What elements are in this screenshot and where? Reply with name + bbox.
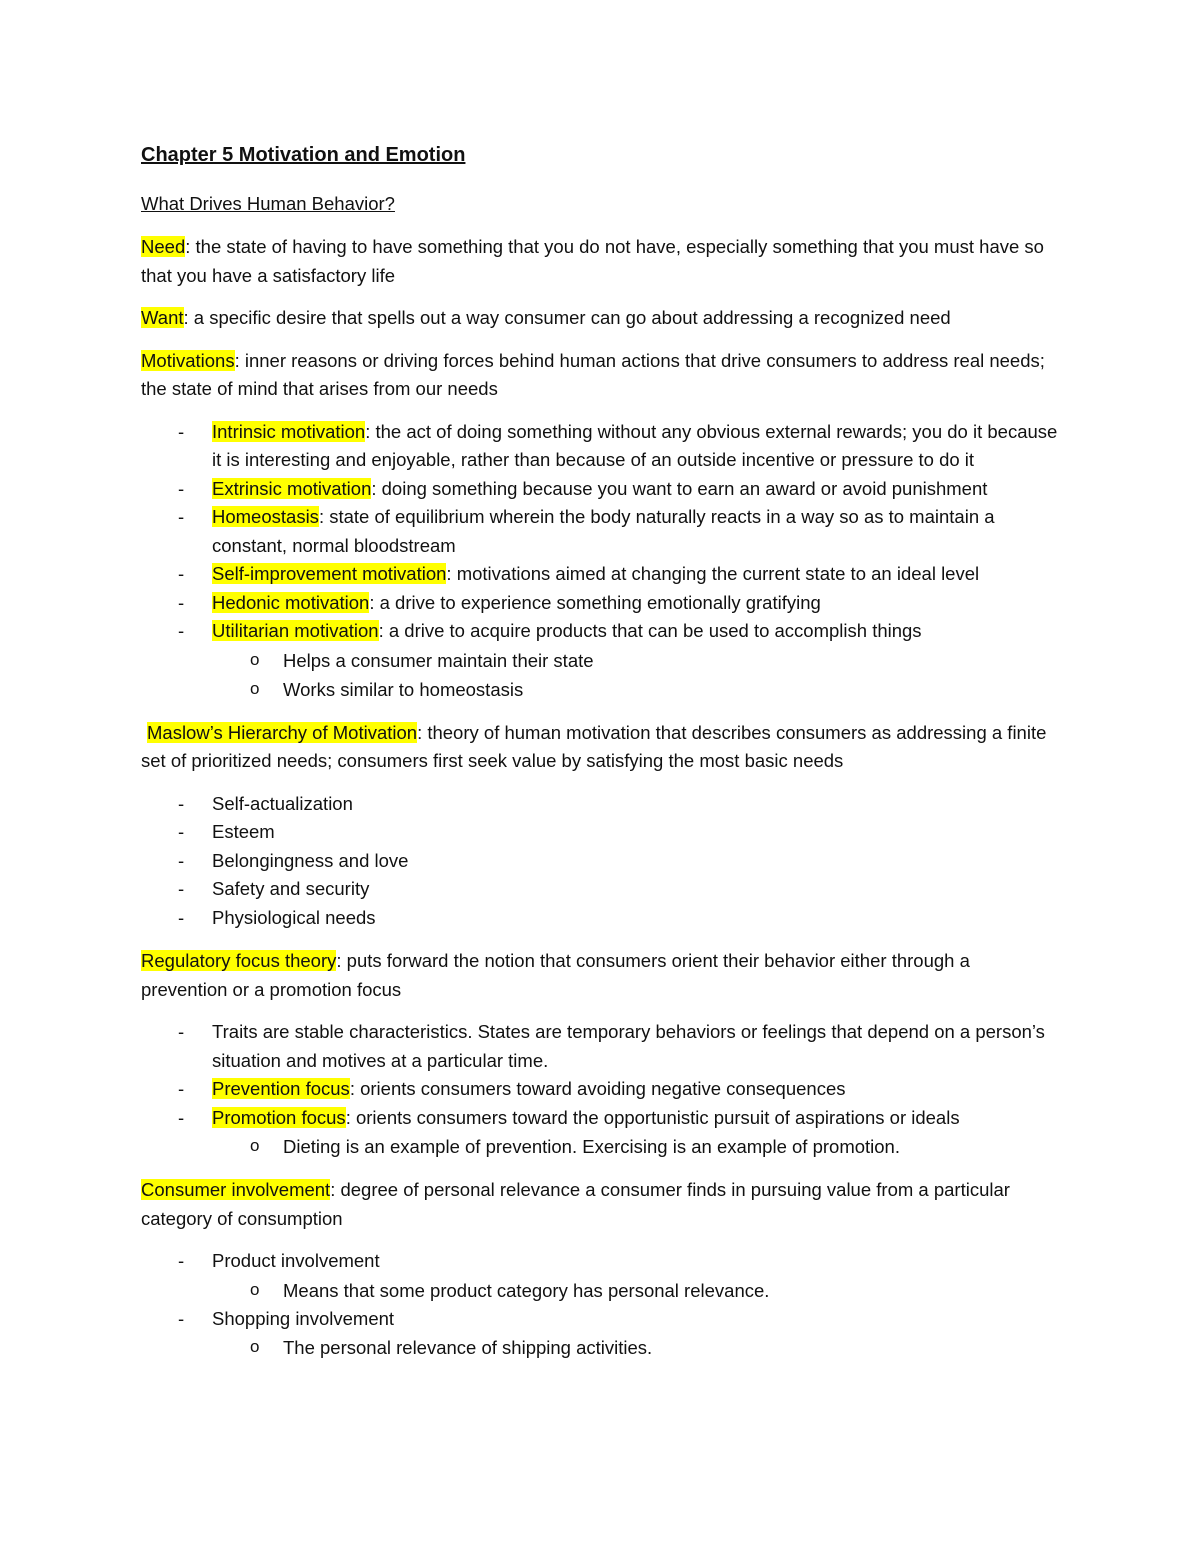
list-item: - Physiological needs	[141, 904, 1061, 933]
sub-list	[212, 646, 1061, 704]
page-title: Chapter 5 Motivation and Emotion	[141, 144, 466, 166]
list-item: - Traits are stable characteristics. States are temporary behaviors or feelings that depend on a person’s situation and motives at a particular time.	[141, 1018, 1061, 1075]
section-subtitle: What Drives Human Behavior?	[141, 193, 395, 214]
definition-text: : a drive to acquire products that can be used to accomplish things	[378, 620, 922, 641]
term-highlight: Maslow’s Hierarchy of Motivation	[147, 721, 418, 743]
list-item	[141, 589, 1061, 618]
sub-list-item: o Works similar to homeostasis	[141, 675, 1061, 704]
term-highlight: Need	[141, 236, 186, 257]
definition-regulatory-focus	[141, 947, 1061, 1004]
term-highlight: Prevention focus	[212, 1078, 350, 1099]
list-item-label: Product involvement	[212, 1250, 380, 1271]
sub-list	[212, 1276, 1061, 1305]
list-item	[141, 1104, 1061, 1162]
term-highlight: Extrinsic motivation	[212, 477, 372, 499]
term-highlight: Hedonic motivation	[212, 591, 370, 613]
document-page	[141, 140, 1061, 1377]
definition-text: : theory of human motivation that describes consumers as addressing a finite set of prioritized needs; consumers first seek value by satisfying the most basic needs	[141, 721, 1047, 771]
definition-text: : state of equilibrium wherein the body naturally reacts in a way so as to maintain a constant, normal bloodstream	[212, 506, 995, 556]
list-item	[141, 1075, 1061, 1104]
sub-list-item: o Dieting is an example of prevention. Exercising is an example of promotion.	[141, 1132, 1061, 1161]
sub-list-item: o Helps a consumer maintain their state	[141, 646, 1061, 675]
sub-list	[212, 1132, 1061, 1161]
definition-text: : motivations aimed at changing the current state to an ideal level	[446, 563, 980, 584]
list-item	[141, 475, 1061, 504]
list-item	[141, 1305, 1061, 1363]
involvement-list	[141, 1247, 1061, 1362]
sub-list-item: o Means that some product category has personal relevance.	[141, 1276, 1061, 1305]
definition-want	[141, 304, 1061, 333]
definition-motivations	[141, 347, 1061, 404]
term-highlight: Consumer involvement	[141, 1179, 331, 1200]
definition-text: : orients consumers toward avoiding negative consequences	[349, 1078, 846, 1099]
list-item	[141, 560, 1061, 589]
definition-consumer-involvement	[141, 1176, 1061, 1233]
definition-text: : doing something because you want to earn an award or avoid punishment	[371, 477, 988, 499]
definition-text: : a drive to experience something emotionally gratifying	[369, 591, 821, 613]
term-highlight: Motivations	[141, 349, 235, 371]
definition-need	[141, 233, 1061, 290]
list-item-label: Shopping involvement	[212, 1307, 395, 1329]
list-item: - Self-actualization	[141, 790, 1061, 819]
definition-text: : the act of doing something without any obvious external rewards; you do it because it is interesting and enjoyable, rather than because of an outside incentive or pressure to do it	[212, 420, 1058, 470]
sub-list	[212, 1333, 1061, 1362]
list-item	[141, 418, 1061, 475]
term-highlight: Self-improvement motivation	[212, 563, 447, 584]
list-item: - Esteem	[141, 818, 1061, 847]
motivation-types-list	[141, 418, 1061, 704]
term-highlight: Regulatory focus theory	[141, 950, 337, 971]
list-item: - Belongingness and love	[141, 847, 1061, 876]
term-highlight: Utilitarian motivation	[212, 620, 379, 641]
regulatory-focus-list	[141, 1018, 1061, 1161]
list-item	[141, 617, 1061, 704]
definition-maslow	[141, 719, 1061, 776]
definition-text: : inner reasons or driving forces behind human actions that drive consumers to address real needs; the state of mind that arises from our needs	[141, 349, 1045, 399]
definition-text: : puts forward the notion that consumers orient their behavior either through a prevention or a promotion focus	[141, 950, 970, 1000]
definition-text: : orients consumers toward the opportunistic pursuit of aspirations or ideals	[345, 1106, 960, 1128]
list-item	[141, 1247, 1061, 1305]
definition-text: : a specific desire that spells out a way consumer can go about addressing a recognized need	[183, 307, 951, 328]
term-highlight: Want	[141, 307, 184, 328]
term-highlight: Intrinsic motivation	[212, 420, 366, 442]
maslow-needs-list	[141, 790, 1061, 933]
definition-text: : degree of personal relevance a consumer finds in pursuing value from a particular category of consumption	[141, 1179, 1010, 1229]
term-highlight: Homeostasis	[212, 506, 319, 527]
list-item: - Safety and security	[141, 875, 1061, 904]
term-highlight: Promotion focus	[212, 1106, 346, 1128]
sub-list-item: o The personal relevance of shipping activities.	[141, 1333, 1061, 1362]
definition-text: : the state of having to have something that you do not have, especially something that you must have so that you have a satisfactory life	[141, 236, 1044, 286]
list-item	[141, 503, 1061, 560]
